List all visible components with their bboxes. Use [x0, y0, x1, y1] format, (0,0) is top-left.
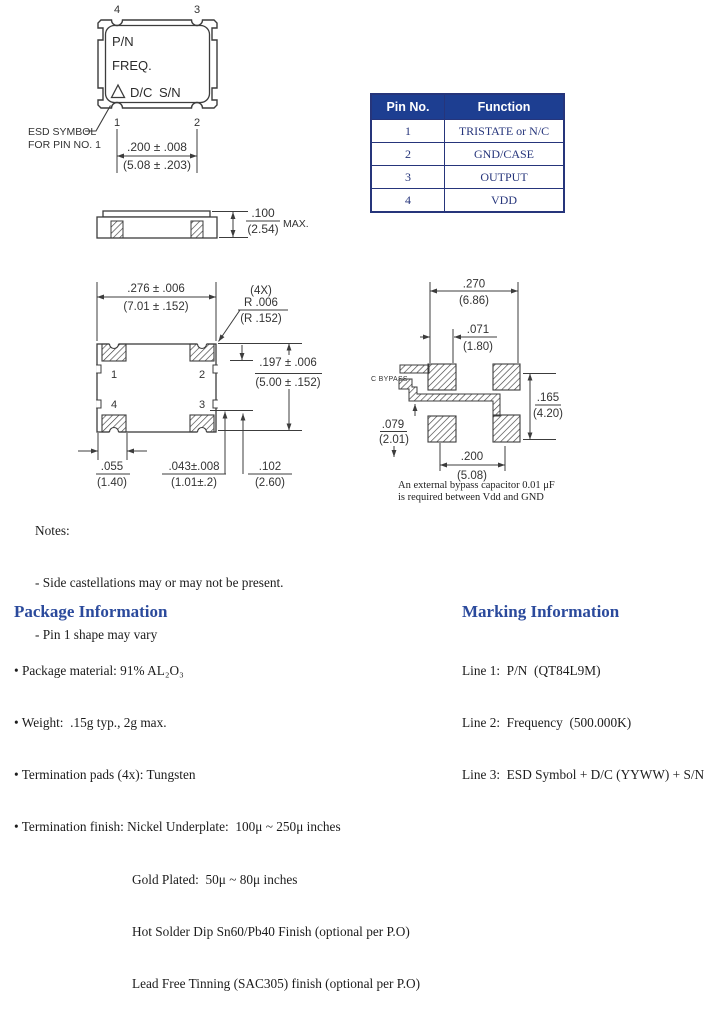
esd-note-line2: FOR PIN NO. 1	[28, 139, 101, 151]
top-view-drawing	[0, 0, 330, 190]
cell-function: GND/CASE	[445, 143, 565, 166]
package-info-line: • Weight: .15g typ., 2g max.	[14, 714, 167, 730]
marking-information	[462, 567, 704, 818]
extension-lines	[98, 433, 127, 460]
package-info-title: Package Information	[14, 601, 168, 621]
notes-item: - Side castellations may or may not be present.	[35, 575, 284, 591]
land-trace-in: .079	[381, 419, 405, 431]
marking-pn: P/N	[112, 34, 134, 49]
package-info-line: • Termination finish: Nickel Underplate: 100μ ~ 250μ inches	[14, 819, 341, 835]
bottom-pin-3: 3	[198, 399, 206, 411]
pad-height-mm: (1.01±.2)	[171, 477, 217, 489]
side-lid	[103, 211, 210, 217]
pad-height-in: .043±.008	[168, 461, 220, 473]
land-width-mm: (6.86)	[458, 295, 490, 307]
side-pad-left	[111, 221, 123, 238]
table-header-pin: Pin No.	[371, 94, 445, 120]
table-row	[371, 189, 564, 213]
cell-function: TRISTATE or N/C	[445, 120, 565, 143]
package-information	[14, 567, 420, 1027]
package-info-line: • Termination pads (4x): Tungsten	[14, 767, 196, 783]
table-row	[371, 143, 564, 166]
package-info-line: Lead Free Tinning (SAC305) finish (optional per P.O)	[132, 975, 421, 991]
marking-dc: D/C	[130, 85, 153, 100]
pad-gap-mm: (2.60)	[254, 477, 286, 489]
table-header-function: Function	[445, 94, 565, 120]
pad-width-mm: (1.40)	[96, 477, 128, 489]
package-info-line: • Package material: 91% AL₂O₃	[14, 662, 184, 678]
cell-pin: 3	[371, 166, 445, 189]
bypass-note-line1: An external bypass capacitor 0.01 μF	[398, 480, 555, 491]
esd-note-line1: ESD SYMBOL	[28, 126, 97, 138]
corner-qty: (4X)	[250, 285, 272, 297]
notes-item: - Pin 1 shape may vary	[35, 627, 158, 643]
land-width-in: .270	[462, 278, 486, 291]
marking-freq: FREQ.	[112, 58, 152, 73]
table-row	[371, 120, 564, 143]
bypass-strip	[400, 365, 429, 373]
land-pitch-mm: (5.08)	[456, 470, 488, 482]
side-pad-right	[191, 221, 203, 238]
marking-info-line: Line 3: ESD Symbol + D/C (YYWW) + S/N	[462, 767, 705, 783]
dim-height-in: .197 ± .006	[259, 357, 317, 369]
bottom-pin-1: 1	[110, 369, 118, 381]
bypass-capacitor-label: C BYPASS	[371, 376, 408, 383]
land-height-in: .165	[536, 392, 560, 404]
cell-pin: 4	[371, 189, 445, 213]
dim-height-mm: (2.54)	[247, 222, 279, 236]
corner-radius-in: R .006	[244, 297, 278, 309]
cell-pin: 2	[371, 143, 445, 166]
notes-title: Notes:	[35, 522, 70, 538]
land-pad-width-mm: (1.80)	[462, 341, 494, 353]
cell-pin: 1	[371, 120, 445, 143]
bypass-note-line2: is required between Vdd and GND	[398, 492, 544, 503]
land-pitch-in: .200	[460, 451, 484, 463]
package-info-line: Hot Solder Dip Sn60/Pb40 Finish (optional per P.O)	[132, 923, 410, 939]
marking-sn: S/N	[159, 85, 181, 100]
dim-height-in: .100	[251, 206, 275, 220]
dim-width-in: .276 ± .006	[127, 283, 185, 295]
corner-radius-mm: (R .152)	[240, 313, 282, 325]
marking-info-line: Line 2: Frequency (500.000K)	[462, 714, 632, 730]
pin-label-2: 2	[193, 117, 201, 129]
land-pads	[428, 364, 520, 442]
land-trace-mm: (2.01)	[378, 434, 410, 446]
pad-width-in: .055	[100, 461, 124, 473]
table-row	[371, 166, 564, 189]
bottom-pin-4: 4	[110, 399, 118, 411]
dim-width-in: .200 ± .008	[127, 140, 187, 154]
land-pattern-drawing	[360, 270, 610, 505]
land-height-mm: (4.20)	[532, 408, 564, 420]
pin-function-table	[370, 93, 565, 213]
dim-width-mm: (7.01 ± .152)	[123, 301, 189, 313]
dim-width-mm: (5.08 ± .203)	[123, 158, 191, 172]
max-label: MAX.	[283, 218, 309, 230]
side-view-drawing	[60, 195, 340, 265]
package-info-line: Gold Plated: 50μ ~ 80μ inches	[132, 871, 298, 887]
pad-gap-in: .102	[258, 461, 282, 473]
pin-label-4: 4	[113, 4, 121, 16]
dim-height-mm: (5.00 ± .152)	[255, 377, 321, 389]
land-pad-width-in: .071	[466, 324, 490, 336]
pin-label-3: 3	[193, 4, 201, 16]
marking-info-title: Marking Information	[462, 601, 620, 621]
bottom-view-drawing	[60, 270, 360, 505]
cell-function: OUTPUT	[445, 166, 565, 189]
bottom-pin-2: 2	[198, 369, 206, 381]
tick-lines	[523, 374, 556, 440]
pin-label-1: 1	[113, 117, 121, 129]
cell-function: VDD	[445, 189, 565, 213]
radius-leader	[219, 310, 241, 342]
marking-info-line: Line 1: P/N (QT84L9M)	[462, 662, 601, 678]
